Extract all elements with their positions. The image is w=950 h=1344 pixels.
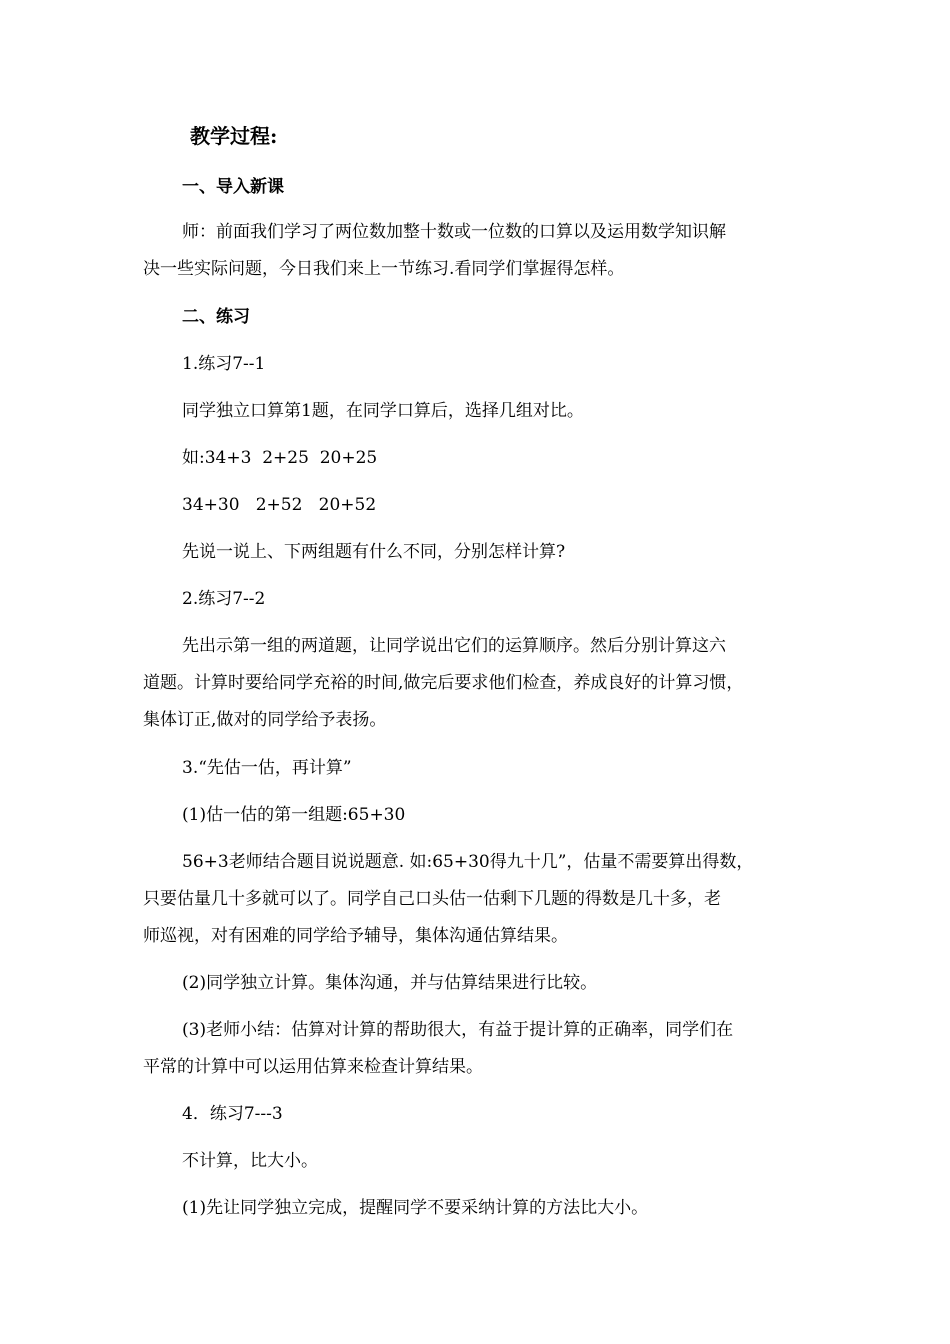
intro-paragraph-line-1: 师：前面我们学习了两位数加整十数或一位数的口算以及运用数学知识解 <box>182 222 726 242</box>
exercise-3-label: 3.“先估一估，再计算” <box>182 758 352 778</box>
exercise-1-question: 先说一说上、下两组题有什么不同，分别怎样计算? <box>182 542 566 562</box>
exercise-1-description: 同学独立口算第1题，在同学口算后，选择几组对比。 <box>182 401 584 421</box>
exercise-1-row-2: 34+30 2+52 20+52 <box>182 495 377 515</box>
exercise-3-item-3-line-2: 平常的计算中可以运用估算来检查计算结果。 <box>143 1057 483 1077</box>
exercise-3-item-2: (2)同学独立计算。集体沟通，并与估算结果进行比较。 <box>182 973 598 993</box>
page-title: 教学过程: <box>190 124 278 148</box>
exercise-1-row-1: 如:34+3 2+25 20+25 <box>182 448 378 468</box>
exercise-2-paragraph-line-3: 集体订正,做对的同学给予表扬。 <box>143 710 387 730</box>
exercise-3-item-3-line-1: (3)老师小结：估算对计算的帮助很大，有益于提计算的正确率，同学们在 <box>182 1020 734 1040</box>
intro-paragraph-line-2: 决一些实际问题，今日我们来上一节练习.看同学们掌握得怎样。 <box>143 259 625 279</box>
exercise-1-label: 1.练习7--1 <box>182 354 266 374</box>
exercise-3-paragraph-line-2: 只要估量几十多就可以了。同学自己口头估一估剩下几题的得数是几十多，老 <box>143 889 721 909</box>
exercise-3-paragraph-line-1: 56+3老师结合题目说说题意. 如:65+30得九十几”，估量不需要算出得数， <box>182 852 754 872</box>
exercise-4-item-1: (1)先让同学独立完成，提醒同学不要采纳计算的方法比大小。 <box>182 1198 649 1218</box>
exercise-3-item-1: (1)估一估的第一组题:65+30 <box>182 805 406 825</box>
exercise-4-label: 4．练习7---3 <box>182 1104 283 1124</box>
exercise-2-paragraph-line-2: 道题。计算时要给同学充裕的时间,做完后要求他们检查，养成良好的计算习惯， <box>143 673 744 693</box>
exercise-2-paragraph-line-1: 先出示第一组的两道题，让同学说出它们的运算顺序。然后分别计算这六 <box>182 636 726 656</box>
exercise-2-label: 2.练习7--2 <box>182 589 266 609</box>
exercise-4-description: 不计算，比大小。 <box>182 1151 318 1171</box>
exercise-3-paragraph-line-3: 师巡视，对有困难的同学给予辅导，集体沟通估算结果。 <box>143 926 568 946</box>
section-heading-intro: 一、导入新课 <box>182 177 284 197</box>
section-heading-practice: 二、练习 <box>182 307 250 327</box>
